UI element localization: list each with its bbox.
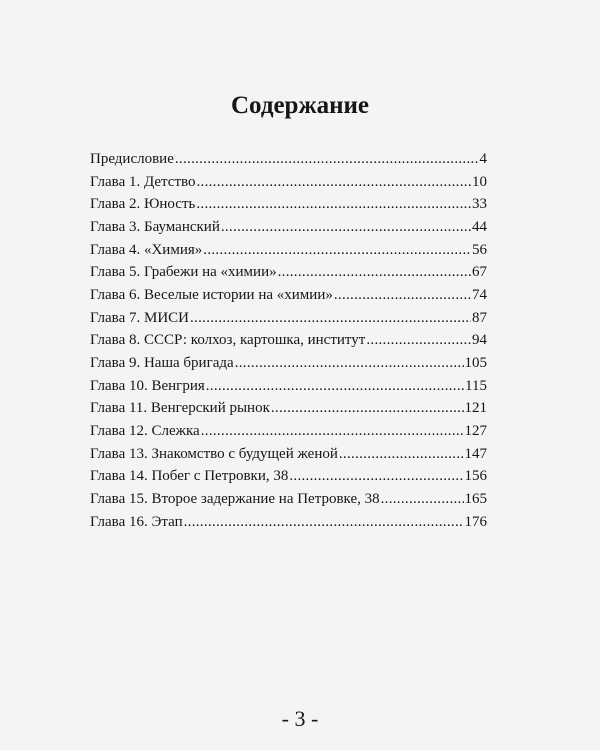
toc-entry bbox=[90, 329, 487, 352]
toc-entry-label: Глава 14. Побег с Петровки, 38 bbox=[90, 468, 289, 485]
toc-dot-leader bbox=[175, 148, 479, 171]
toc-entry bbox=[90, 397, 487, 420]
toc-entry-page: 94 bbox=[472, 332, 487, 349]
toc-entry bbox=[90, 148, 487, 171]
toc-dot-leader bbox=[289, 465, 463, 488]
toc-entry-page: 4 bbox=[479, 151, 487, 167]
toc-entry-page: 74 bbox=[472, 286, 487, 303]
toc-entry-label: Глава 5. Грабежи на «химии» bbox=[90, 264, 277, 281]
toc-entry bbox=[90, 261, 487, 284]
toc-dot-leader bbox=[334, 284, 471, 307]
toc-dot-leader bbox=[203, 239, 471, 262]
toc-entry bbox=[90, 443, 487, 466]
toc-dot-leader bbox=[235, 352, 464, 375]
toc-dot-leader bbox=[190, 307, 471, 330]
toc-entry-label: Глава 15. Второе задержание на Петровке, 38 bbox=[90, 490, 380, 507]
toc-entry-label: Глава 9. Наша бригада bbox=[90, 354, 234, 371]
toc-entry-label: Глава 10. Венгрия bbox=[90, 377, 205, 394]
toc-entry-label: Предисловие bbox=[90, 151, 174, 167]
toc-dot-leader bbox=[221, 216, 471, 239]
toc-entry-label: Глава 11. Венгерский рынок bbox=[90, 400, 270, 417]
table-of-contents bbox=[90, 148, 487, 533]
toc-dot-leader bbox=[278, 261, 471, 284]
toc-entry-page: 33 bbox=[472, 196, 487, 213]
toc-entry-label: Глава 1. Детство bbox=[90, 173, 196, 190]
toc-dot-leader bbox=[196, 171, 471, 194]
toc-entry-label: Глава 8. СССР: колхоз, картошка, институт bbox=[90, 332, 366, 349]
toc-entry-page: 105 bbox=[464, 354, 487, 371]
toc-entry bbox=[90, 352, 487, 375]
toc-entry bbox=[90, 420, 487, 443]
toc-entry-label: Глава 2. Юность bbox=[90, 196, 196, 213]
toc-entry bbox=[90, 284, 487, 307]
toc-entry-label: Глава 7. МИСИ bbox=[90, 309, 189, 326]
toc-entry-page: 44 bbox=[472, 218, 487, 235]
toc-entry-label: Глава 16. Этап bbox=[90, 513, 183, 530]
toc-entry-page: 176 bbox=[464, 513, 487, 530]
toc-dot-leader bbox=[366, 329, 471, 352]
toc-dot-leader bbox=[339, 443, 464, 466]
page-number: - 3 - bbox=[281, 706, 319, 731]
toc-entry bbox=[90, 239, 487, 262]
toc-dot-leader bbox=[381, 488, 464, 511]
page-title: Содержание bbox=[230, 92, 369, 119]
toc-entry-label: Глава 12. Слежка bbox=[90, 422, 200, 439]
toc-entry bbox=[90, 216, 487, 239]
toc-entry bbox=[90, 171, 487, 194]
toc-dot-leader bbox=[271, 397, 464, 420]
toc-entry-page: 56 bbox=[472, 241, 487, 258]
toc-entry bbox=[90, 465, 487, 488]
toc-entry-label: Глава 4. «Химия» bbox=[90, 241, 203, 258]
toc-entry-page: 147 bbox=[464, 445, 487, 462]
toc-entry-page: 156 bbox=[464, 468, 487, 485]
toc-entry bbox=[90, 307, 487, 330]
toc-dot-leader bbox=[184, 511, 464, 534]
toc-entry bbox=[90, 488, 487, 511]
toc-entry-page: 127 bbox=[464, 422, 487, 439]
toc-entry-page: 165 bbox=[464, 490, 487, 507]
toc-dot-leader bbox=[196, 193, 471, 216]
toc-dot-leader bbox=[206, 375, 464, 398]
toc-entry bbox=[90, 511, 487, 534]
toc-entry-label: Глава 13. Знакомство с будущей женой bbox=[90, 445, 338, 462]
toc-entry bbox=[90, 375, 487, 398]
toc-entry-page: 87 bbox=[472, 309, 487, 326]
toc-entry bbox=[90, 193, 487, 216]
toc-entry-page: 115 bbox=[465, 377, 487, 394]
toc-entry-label: Глава 3. Бауманский bbox=[90, 218, 220, 235]
toc-dot-leader bbox=[201, 420, 464, 443]
toc-entry-page: 67 bbox=[472, 264, 487, 281]
toc-entry-page: 10 bbox=[472, 173, 487, 190]
toc-entry-label: Глава 6. Веселые истории на «химии» bbox=[90, 286, 333, 303]
toc-entry-page: 121 bbox=[464, 400, 487, 417]
